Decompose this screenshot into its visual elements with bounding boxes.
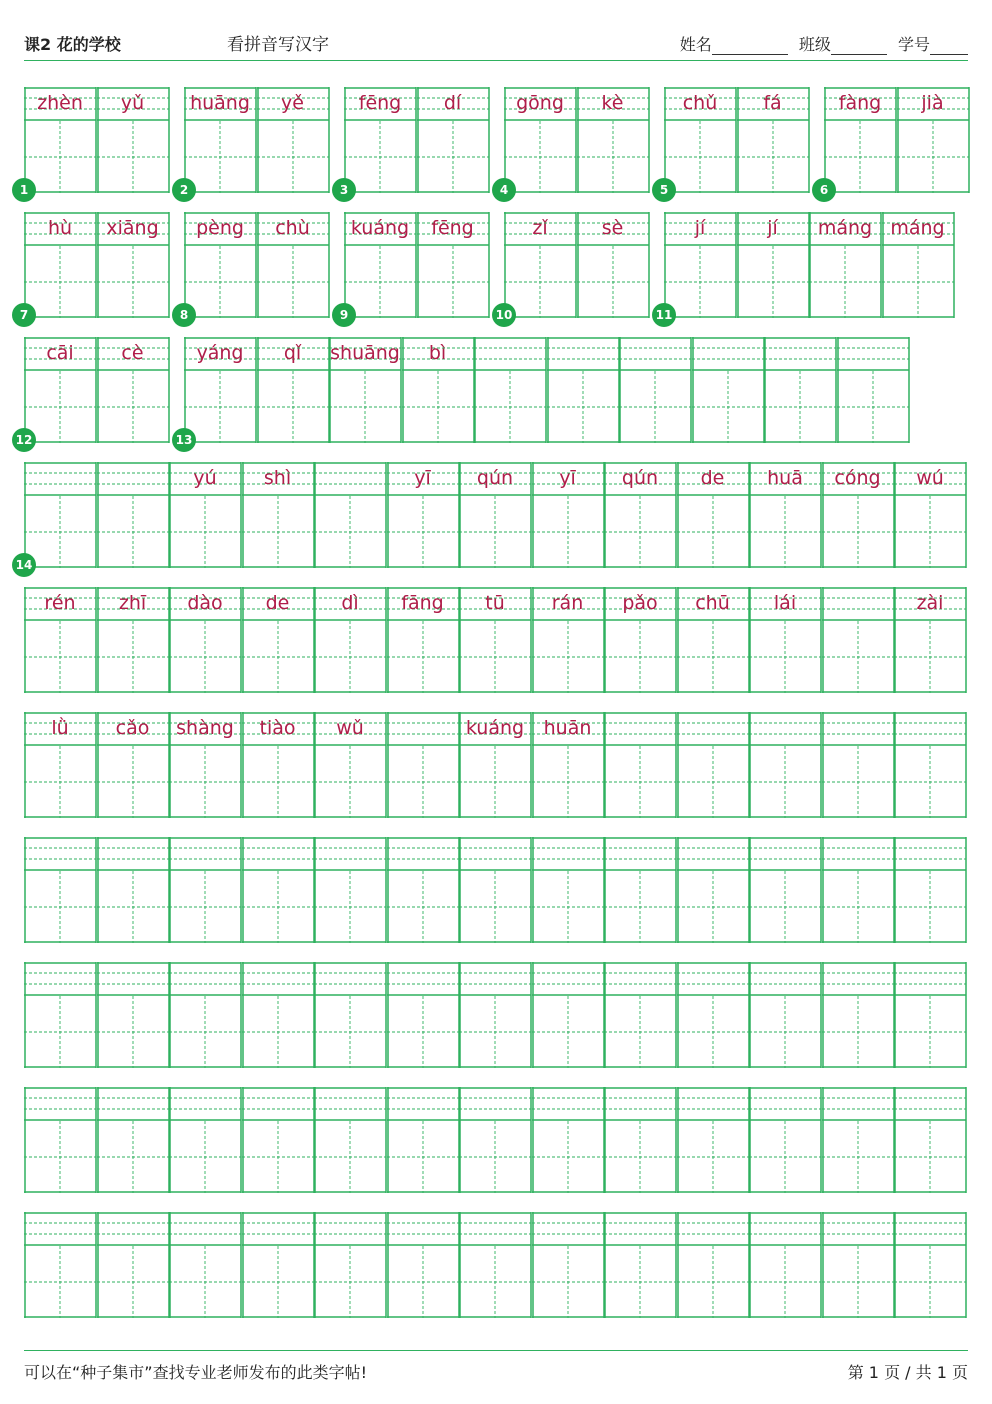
pinyin-text: zǐ <box>532 217 548 239</box>
writing-cell[interactable] <box>344 87 416 193</box>
passage-writing-cell[interactable] <box>459 837 531 943</box>
passage-writing-cell[interactable] <box>97 837 169 943</box>
pinyin-text: qǐ <box>283 342 302 364</box>
passage-writing-cell[interactable] <box>242 712 314 818</box>
passage-writing-cell[interactable] <box>169 1087 241 1193</box>
passage-writing-cell[interactable] <box>604 712 676 818</box>
writing-cell[interactable] <box>417 212 489 318</box>
passage-writing-cell[interactable] <box>97 462 169 568</box>
passage-writing-cell[interactable] <box>169 962 241 1068</box>
pinyin-text: bì <box>428 342 447 364</box>
writing-cell[interactable] <box>692 337 764 443</box>
passage-writing-cell[interactable] <box>677 712 749 818</box>
question-number-badge: 13 <box>172 428 196 452</box>
passage-writing-cell[interactable] <box>242 962 314 1068</box>
passage-writing-cell[interactable] <box>97 1087 169 1193</box>
writing-cell[interactable] <box>737 212 809 318</box>
passage-writing-cell[interactable] <box>894 1087 966 1193</box>
pinyin-text: lǜ <box>51 717 69 739</box>
passage-writing-cell[interactable] <box>532 962 604 1068</box>
pinyin-text: zài <box>916 592 944 614</box>
pinyin-text: rén <box>44 592 76 614</box>
passage-writing-cell[interactable] <box>532 1087 604 1193</box>
writing-cell[interactable] <box>664 212 736 318</box>
passage-writing-cell[interactable] <box>677 1087 749 1193</box>
passage-writing-cell[interactable] <box>314 462 386 568</box>
pinyin-text: jí <box>694 217 706 239</box>
passage-writing-cell[interactable] <box>749 837 821 943</box>
pinyin-text: yáng <box>196 342 244 364</box>
pinyin-text: hù <box>47 217 73 239</box>
question-number-badge: 10 <box>492 303 516 327</box>
passage-writing-cell[interactable] <box>532 1212 604 1318</box>
worksheet-type: 看拼音写汉字 <box>227 35 329 55</box>
writing-cell[interactable] <box>417 87 489 193</box>
passage-writing-cell[interactable] <box>387 1087 459 1193</box>
pinyin-text: huān <box>543 717 592 739</box>
passage-writing-cell[interactable] <box>894 837 966 943</box>
pinyin-text: yě <box>281 92 304 114</box>
passage-writing-cell[interactable] <box>387 712 459 818</box>
passage-writing-cell[interactable] <box>169 837 241 943</box>
pinyin-text: máng <box>890 217 945 239</box>
passage-writing-cell[interactable] <box>459 712 531 818</box>
pinyin-text: pèng <box>196 217 244 239</box>
question-number-badge: 3 <box>332 178 356 202</box>
pinyin-text: cóng <box>834 467 881 489</box>
pinyin-text: huāng <box>190 92 250 114</box>
passage-writing-cell[interactable] <box>677 587 749 693</box>
footer-divider <box>24 1350 968 1351</box>
pinyin-text: rán <box>551 592 584 614</box>
pinyin-text: chǔ <box>682 92 718 114</box>
pinyin-text: fāng <box>401 592 444 614</box>
passage-writing-cell[interactable] <box>677 837 749 943</box>
writing-cell[interactable] <box>882 212 954 318</box>
passage-writing-cell[interactable] <box>604 462 676 568</box>
question-number-badge: 12 <box>12 428 36 452</box>
writing-cell[interactable] <box>257 87 329 193</box>
pinyin-text: cǎo <box>115 717 150 739</box>
pinyin-text: jià <box>921 92 944 114</box>
passage-writing-cell[interactable] <box>532 712 604 818</box>
writing-cell[interactable] <box>837 337 909 443</box>
page-counter: 第 1 页 / 共 1 页 <box>847 1363 968 1382</box>
passage-writing-cell[interactable] <box>314 712 386 818</box>
class-label: 班级 <box>798 35 831 54</box>
passage-writing-cell[interactable] <box>459 1087 531 1193</box>
pinyin-text: xiāng <box>106 217 159 239</box>
pinyin-text: sè <box>601 217 624 239</box>
writing-cell[interactable] <box>24 337 96 443</box>
question-number-badge: 4 <box>492 178 516 202</box>
question-number-badge: 11 <box>652 303 676 327</box>
student-id-field[interactable] <box>930 39 968 55</box>
passage-writing-cell[interactable] <box>314 837 386 943</box>
writing-cell[interactable] <box>257 212 329 318</box>
passage-writing-cell[interactable] <box>749 587 821 693</box>
question-number-badge: 14 <box>12 553 36 577</box>
pinyin-text: dí <box>443 92 462 114</box>
passage-writing-cell[interactable] <box>822 1087 894 1193</box>
passage-writing-cell[interactable] <box>387 462 459 568</box>
passage-writing-cell[interactable] <box>24 962 96 1068</box>
passage-writing-cell[interactable] <box>97 587 169 693</box>
writing-cell[interactable] <box>474 337 546 443</box>
pinyin-text: yú <box>193 467 217 489</box>
pinyin-text: cè <box>121 342 144 364</box>
writing-cell[interactable] <box>547 337 619 443</box>
pinyin-text: zhèn <box>37 92 83 114</box>
writing-cell[interactable] <box>824 87 896 193</box>
writing-cell[interactable] <box>402 337 474 443</box>
passage-writing-cell[interactable] <box>24 837 96 943</box>
passage-writing-cell[interactable] <box>894 712 966 818</box>
writing-cell[interactable] <box>329 337 401 443</box>
passage-writing-cell[interactable] <box>604 837 676 943</box>
passage-writing-cell[interactable] <box>749 1087 821 1193</box>
pinyin-text: shì <box>263 467 292 489</box>
passage-writing-cell[interactable] <box>242 1212 314 1318</box>
writing-cell[interactable] <box>664 87 736 193</box>
class-field[interactable] <box>831 39 887 55</box>
pinyin-text: gōng <box>516 92 564 114</box>
student-id-label: 学号 <box>897 35 930 54</box>
footer-note: 可以在“种子集市”查找专业老师发布的此类字帖! <box>24 1363 367 1382</box>
writing-cell[interactable] <box>577 87 649 193</box>
passage-writing-cell[interactable] <box>749 462 821 568</box>
writing-cell[interactable] <box>97 212 169 318</box>
passage-writing-cell[interactable] <box>242 837 314 943</box>
passage-writing-cell[interactable] <box>532 462 604 568</box>
question-number-badge: 5 <box>652 178 676 202</box>
passage-writing-cell[interactable] <box>24 712 96 818</box>
pinyin-text: tū <box>485 592 505 614</box>
name-label: 姓名 <box>679 35 712 54</box>
pinyin-text: qún <box>621 467 659 489</box>
passage-writing-cell[interactable] <box>677 1212 749 1318</box>
writing-cell[interactable] <box>344 212 416 318</box>
passage-writing-cell[interactable] <box>459 462 531 568</box>
passage-writing-cell[interactable] <box>604 1087 676 1193</box>
writing-cell[interactable] <box>24 212 96 318</box>
passage-writing-cell[interactable] <box>677 462 749 568</box>
passage-writing-cell[interactable] <box>604 962 676 1068</box>
passage-writing-cell[interactable] <box>894 587 966 693</box>
passage-writing-cell[interactable] <box>169 587 241 693</box>
student-info-fields <box>680 32 968 55</box>
pinyin-text: kuáng <box>465 717 525 739</box>
pinyin-text: kè <box>601 92 624 114</box>
question-number-badge: 9 <box>332 303 356 327</box>
passage-writing-cell[interactable] <box>314 1212 386 1318</box>
passage-writing-cell[interactable] <box>749 712 821 818</box>
lesson-title: 课2 花的学校 <box>24 35 121 54</box>
passage-writing-cell[interactable] <box>387 837 459 943</box>
page-header <box>24 30 968 60</box>
pinyin-text: yī <box>559 467 576 489</box>
passage-writing-cell[interactable] <box>314 587 386 693</box>
question-number-badge: 2 <box>172 178 196 202</box>
passage-writing-cell[interactable] <box>459 1212 531 1318</box>
passage-writing-cell[interactable] <box>242 462 314 568</box>
passage-writing-cell[interactable] <box>822 462 894 568</box>
pinyin-text: qún <box>476 467 514 489</box>
pinyin-text: de <box>265 592 290 614</box>
pinyin-text: shuāng <box>330 342 400 364</box>
pinyin-text: dào <box>187 592 223 614</box>
writing-cell[interactable] <box>97 337 169 443</box>
pinyin-text: huā <box>767 467 803 489</box>
passage-writing-cell[interactable] <box>97 712 169 818</box>
passage-writing-cell[interactable] <box>894 962 966 1068</box>
passage-writing-cell[interactable] <box>459 962 531 1068</box>
writing-cell[interactable] <box>897 87 969 193</box>
pinyin-text: yī <box>414 467 431 489</box>
pinyin-text: dì <box>341 592 359 614</box>
passage-writing-cell[interactable] <box>169 712 241 818</box>
writing-cell[interactable] <box>737 87 809 193</box>
passage-writing-cell[interactable] <box>749 1212 821 1318</box>
question-number-badge: 6 <box>812 178 836 202</box>
writing-cell[interactable] <box>504 212 576 318</box>
pinyin-text: wú <box>916 467 944 489</box>
pinyin-text: wǔ <box>336 717 364 739</box>
pinyin-text: de <box>700 467 725 489</box>
passage-writing-cell[interactable] <box>604 587 676 693</box>
pinyin-text: pǎo <box>622 592 658 614</box>
pinyin-text: cāi <box>46 342 74 364</box>
passage-writing-cell[interactable] <box>387 1212 459 1318</box>
name-field[interactable] <box>712 39 788 55</box>
passage-writing-cell[interactable] <box>387 587 459 693</box>
writing-cell[interactable] <box>184 212 256 318</box>
passage-writing-cell[interactable] <box>822 587 894 693</box>
passage-writing-cell[interactable] <box>459 587 531 693</box>
pinyin-text: jí <box>767 217 778 239</box>
passage-writing-cell[interactable] <box>24 1212 96 1318</box>
pinyin-text: yǔ <box>120 92 145 114</box>
header-divider <box>24 60 968 61</box>
question-number-badge: 1 <box>12 178 36 202</box>
passage-writing-cell[interactable] <box>822 1212 894 1318</box>
passage-writing-cell[interactable] <box>822 712 894 818</box>
pinyin-text: lái <box>773 592 797 614</box>
passage-writing-cell[interactable] <box>97 1212 169 1318</box>
passage-writing-cell[interactable] <box>24 587 96 693</box>
passage-writing-cell[interactable] <box>677 962 749 1068</box>
writing-cell[interactable] <box>619 337 691 443</box>
passage-writing-cell[interactable] <box>749 962 821 1068</box>
passage-writing-cell[interactable] <box>242 587 314 693</box>
passage-writing-cell[interactable] <box>97 962 169 1068</box>
passage-writing-cell[interactable] <box>314 962 386 1068</box>
writing-cell[interactable] <box>184 337 256 443</box>
writing-cell[interactable] <box>577 212 649 318</box>
pinyin-text: chū <box>695 592 730 614</box>
writing-cell[interactable] <box>764 337 836 443</box>
passage-writing-cell[interactable] <box>24 1087 96 1193</box>
passage-writing-cell[interactable] <box>894 1212 966 1318</box>
writing-cell[interactable] <box>184 87 256 193</box>
pinyin-text: máng <box>817 217 873 239</box>
pinyin-text: fá <box>763 92 782 114</box>
question-number-badge: 8 <box>172 303 196 327</box>
passage-writing-cell[interactable] <box>822 837 894 943</box>
pinyin-text: fàng <box>838 92 882 114</box>
writing-cell[interactable] <box>24 87 96 193</box>
passage-writing-cell[interactable] <box>24 462 96 568</box>
pinyin-text: fēng <box>358 92 402 114</box>
passage-writing-cell[interactable] <box>169 1212 241 1318</box>
passage-writing-cell[interactable] <box>314 1087 386 1193</box>
pinyin-text: chù <box>275 217 310 239</box>
passage-writing-cell[interactable] <box>532 587 604 693</box>
pinyin-text: tiào <box>259 717 296 739</box>
writing-cell[interactable] <box>257 337 329 443</box>
passage-writing-cell[interactable] <box>532 837 604 943</box>
passage-writing-cell[interactable] <box>604 1212 676 1318</box>
writing-cell[interactable] <box>504 87 576 193</box>
passage-writing-cell[interactable] <box>822 962 894 1068</box>
writing-cell[interactable] <box>97 87 169 193</box>
passage-writing-cell[interactable] <box>242 1087 314 1193</box>
passage-writing-cell[interactable] <box>387 962 459 1068</box>
pinyin-text: kuáng <box>350 217 410 239</box>
pinyin-text: fēng <box>431 217 474 239</box>
passage-writing-cell[interactable] <box>169 462 241 568</box>
question-number-badge: 7 <box>12 303 36 327</box>
writing-cell[interactable] <box>809 212 881 318</box>
pinyin-text: zhī <box>118 592 147 614</box>
pinyin-text: shàng <box>176 717 234 739</box>
passage-writing-cell[interactable] <box>894 462 966 568</box>
